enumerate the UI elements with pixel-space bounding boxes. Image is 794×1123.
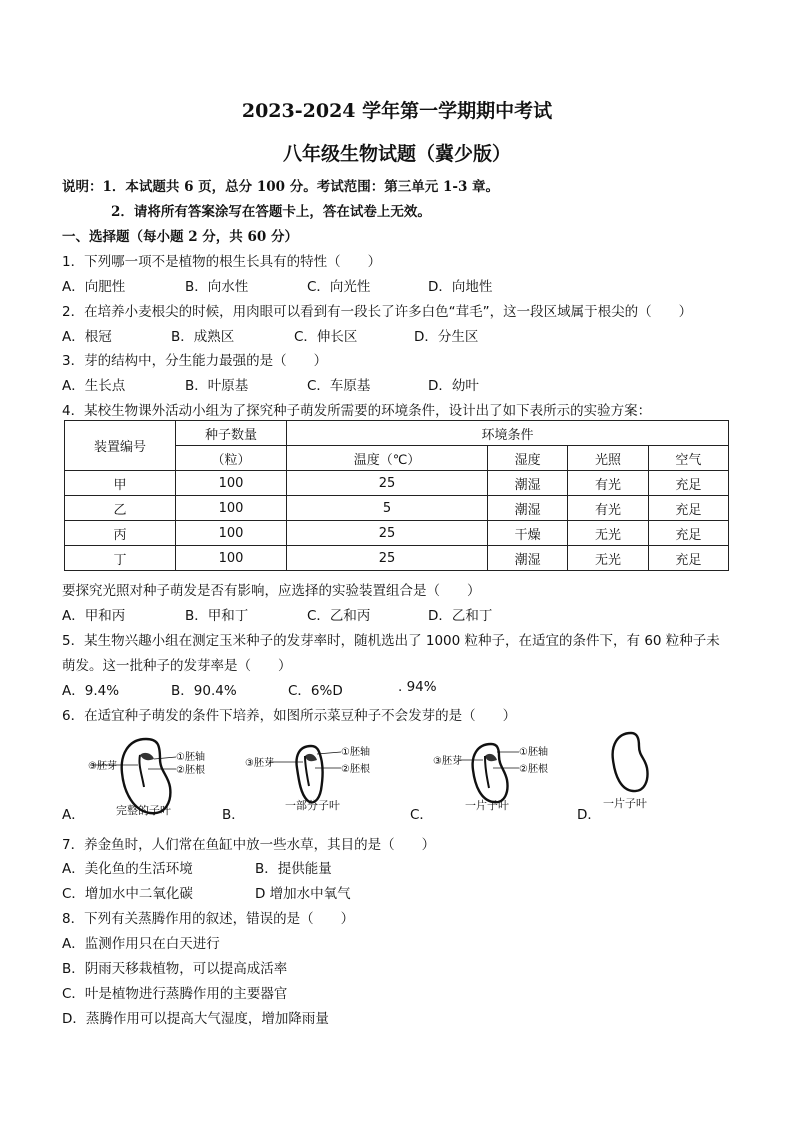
table-cell: 25: [287, 521, 488, 546]
table-header-seeds: 种子数量: [176, 421, 287, 446]
table-subheader-temp: 温度（℃）: [287, 446, 488, 471]
bean-seed-figure-d: [605, 730, 655, 795]
q5-option-c: C．6%D: [288, 683, 343, 699]
question-3-stem: 3．芽的结构中，分生能力最强的是（ ）: [62, 353, 328, 369]
seed-label-radicle: ②胚根: [176, 765, 205, 776]
q4-option-d: D．乙和丁: [428, 608, 493, 624]
table-cell: 丁: [65, 546, 176, 571]
q2-option-b: B．成熟区: [171, 329, 235, 345]
table-cell: 有光: [568, 471, 648, 496]
table-header-env: 环境条件: [287, 421, 729, 446]
table-cell: 潮湿: [488, 496, 568, 521]
q3-option-c: C．车原基: [307, 378, 371, 394]
table-cell: 甲: [65, 471, 176, 496]
q1-option-a: A．向肥性: [62, 279, 126, 295]
table-row: [65, 496, 729, 521]
table-cell: 充足: [648, 521, 728, 546]
table-cell: 有光: [568, 496, 648, 521]
table-cell: 5: [287, 496, 488, 521]
q8-option-d: D．蒸腾作用可以提高大气湿度，增加降雨量: [62, 1011, 329, 1027]
exam-title: 2023-2024 学年第一学期期中考试: [241, 100, 553, 122]
q4-option-b: B．甲和丁: [185, 608, 249, 624]
q3-option-b: B．叶原基: [185, 378, 249, 394]
question-5-stem-line-1: 5．某生物兴趣小组在测定玉米种子的发芽率时，随机选出了 1000 粒种子，在适宜的条件下，有 60 粒种子未: [62, 633, 720, 649]
q7-option-a: A．美化鱼的生活环境: [62, 861, 193, 877]
table-cell: 无光: [568, 546, 648, 571]
q7-option-c: C．增加水中二氧化碳: [62, 886, 193, 902]
table-cell: 乙: [65, 496, 176, 521]
exam-subtitle: 八年级生物试题（冀少版）: [282, 143, 511, 165]
q4-option-a: A．甲和丙: [62, 608, 126, 624]
q8-option-b: B．阴雨天移栽植物，可以提高成活率: [62, 961, 288, 977]
question-6-stem: 6．在适宜种子萌发的条件下培养，如图所示菜豆种子不会发芽的是（ ）: [62, 708, 517, 724]
q2-option-c: C．伸长区: [294, 329, 358, 345]
table-cell: 100: [176, 546, 287, 571]
instruction-line-2: 2．请将所有答案涂写在答题卡上，答在试卷上无效。: [111, 204, 431, 220]
table-header-device: 装置编号: [65, 421, 176, 471]
q5-option-a: A．9.4%: [62, 683, 120, 699]
q5-option-b: B．90.4%: [171, 683, 237, 699]
question-2-stem: 2．在培养小麦根尖的时候，用肉眼可以看到有一段长了许多白色“茸毛”，这一段区域属于根尖的（ ）: [62, 304, 693, 320]
seed-label-plumule: ③胚芽: [88, 761, 117, 772]
question-1-stem: 1．下列哪一项不是植物的根生长具有的特性（ ）: [62, 254, 382, 270]
question-4-stem: 4．某校生物课外活动小组为了探究种子萌发所需要的环境条件，设计出了如下表所示的实验方案：: [62, 403, 652, 419]
table-cell: 100: [176, 521, 287, 546]
table-row: [65, 471, 729, 496]
q1-option-c: C．向光性: [307, 279, 371, 295]
q3-option-d: D．幼叶: [428, 378, 479, 394]
q7-option-b: B．提供能量: [255, 861, 332, 877]
table-cell: 100: [176, 496, 287, 521]
q6-figure-d-caption: 一片子叶: [603, 797, 647, 810]
q8-option-a: A．监测作用只在白天进行: [62, 936, 220, 952]
table-subheader-light: 光照: [568, 446, 648, 471]
table-row: [65, 521, 729, 546]
seed-label-plumule: ③胚芽: [245, 758, 274, 769]
table-cell: 潮湿: [488, 471, 568, 496]
table-cell: 潮湿: [488, 546, 568, 571]
seed-label-hypocotyl: ①胚轴: [176, 752, 205, 763]
question-7-stem: 7．养金鱼时，人们常在鱼缸中放一些水草，其目的是（ ）: [62, 837, 436, 853]
table-cell: 充足: [648, 496, 728, 521]
q4-option-c: C．乙和丙: [307, 608, 371, 624]
seed-label-radicle: ②胚根: [519, 764, 548, 775]
table-cell: 丙: [65, 521, 176, 546]
q6-figure-c-letter: C．: [410, 807, 433, 823]
question-8-stem: 8．下列有关蒸腾作用的叙述，错误的是（ ）: [62, 911, 355, 927]
experiment-table: [64, 420, 729, 571]
table-subheader-humidity: 湿度: [488, 446, 568, 471]
q5-option-d: . 94%: [398, 679, 437, 695]
q6-figure-a-letter: A．: [62, 807, 85, 823]
seed-label-radicle: ②胚根: [341, 764, 370, 775]
q6-figure-b-letter: B．: [222, 807, 245, 823]
seed-label-hypocotyl: ①胚轴: [519, 747, 548, 758]
table-cell: 充足: [648, 471, 728, 496]
table-cell: 干燥: [488, 521, 568, 546]
question-5-stem-line-2: 萌发。这一批种子的发芽率是（ ）: [62, 658, 292, 674]
q6-figure-c-caption: 一片子叶: [465, 799, 509, 812]
q8-option-c: C．叶是植物进行蒸腾作用的主要器官: [62, 986, 288, 1002]
table-cell: 25: [287, 471, 488, 496]
instruction-line-1: 说明：1．本试题共 6 页，总分 100 分。考试范围：第三单元 1-3 章。: [62, 179, 500, 195]
q6-figure-b-caption: 一部分子叶: [285, 799, 340, 812]
q3-option-a: A．生长点: [62, 378, 126, 394]
table-subheader-air: 空气: [648, 446, 728, 471]
q1-option-d: D．向地性: [428, 279, 493, 295]
table-cell: 充足: [648, 546, 728, 571]
q1-option-b: B．向水性: [185, 279, 249, 295]
section-heading: 一、选择题（每小题 2 分，共 60 分）: [62, 229, 298, 245]
table-row: [65, 546, 729, 571]
table-cell: 25: [287, 546, 488, 571]
q2-option-a: A．根冠: [62, 329, 112, 345]
q6-figure-d-letter: D．: [577, 807, 601, 823]
q7-option-d: D 增加水中氧气: [255, 886, 351, 902]
table-cell: 无光: [568, 521, 648, 546]
q2-option-d: D．分生区: [414, 329, 479, 345]
seed-label-hypocotyl: ①胚轴: [341, 747, 370, 758]
table-cell: 100: [176, 471, 287, 496]
seed-label-plumule: ③胚芽: [433, 756, 462, 767]
table-header-seeds-unit: （粒）: [176, 446, 287, 471]
question-4-followup: 要探究光照对种子萌发是否有影响，应选择的实验装置组合是（ ）: [62, 583, 481, 599]
q6-figure-a-caption: 完整的子叶: [116, 804, 171, 817]
